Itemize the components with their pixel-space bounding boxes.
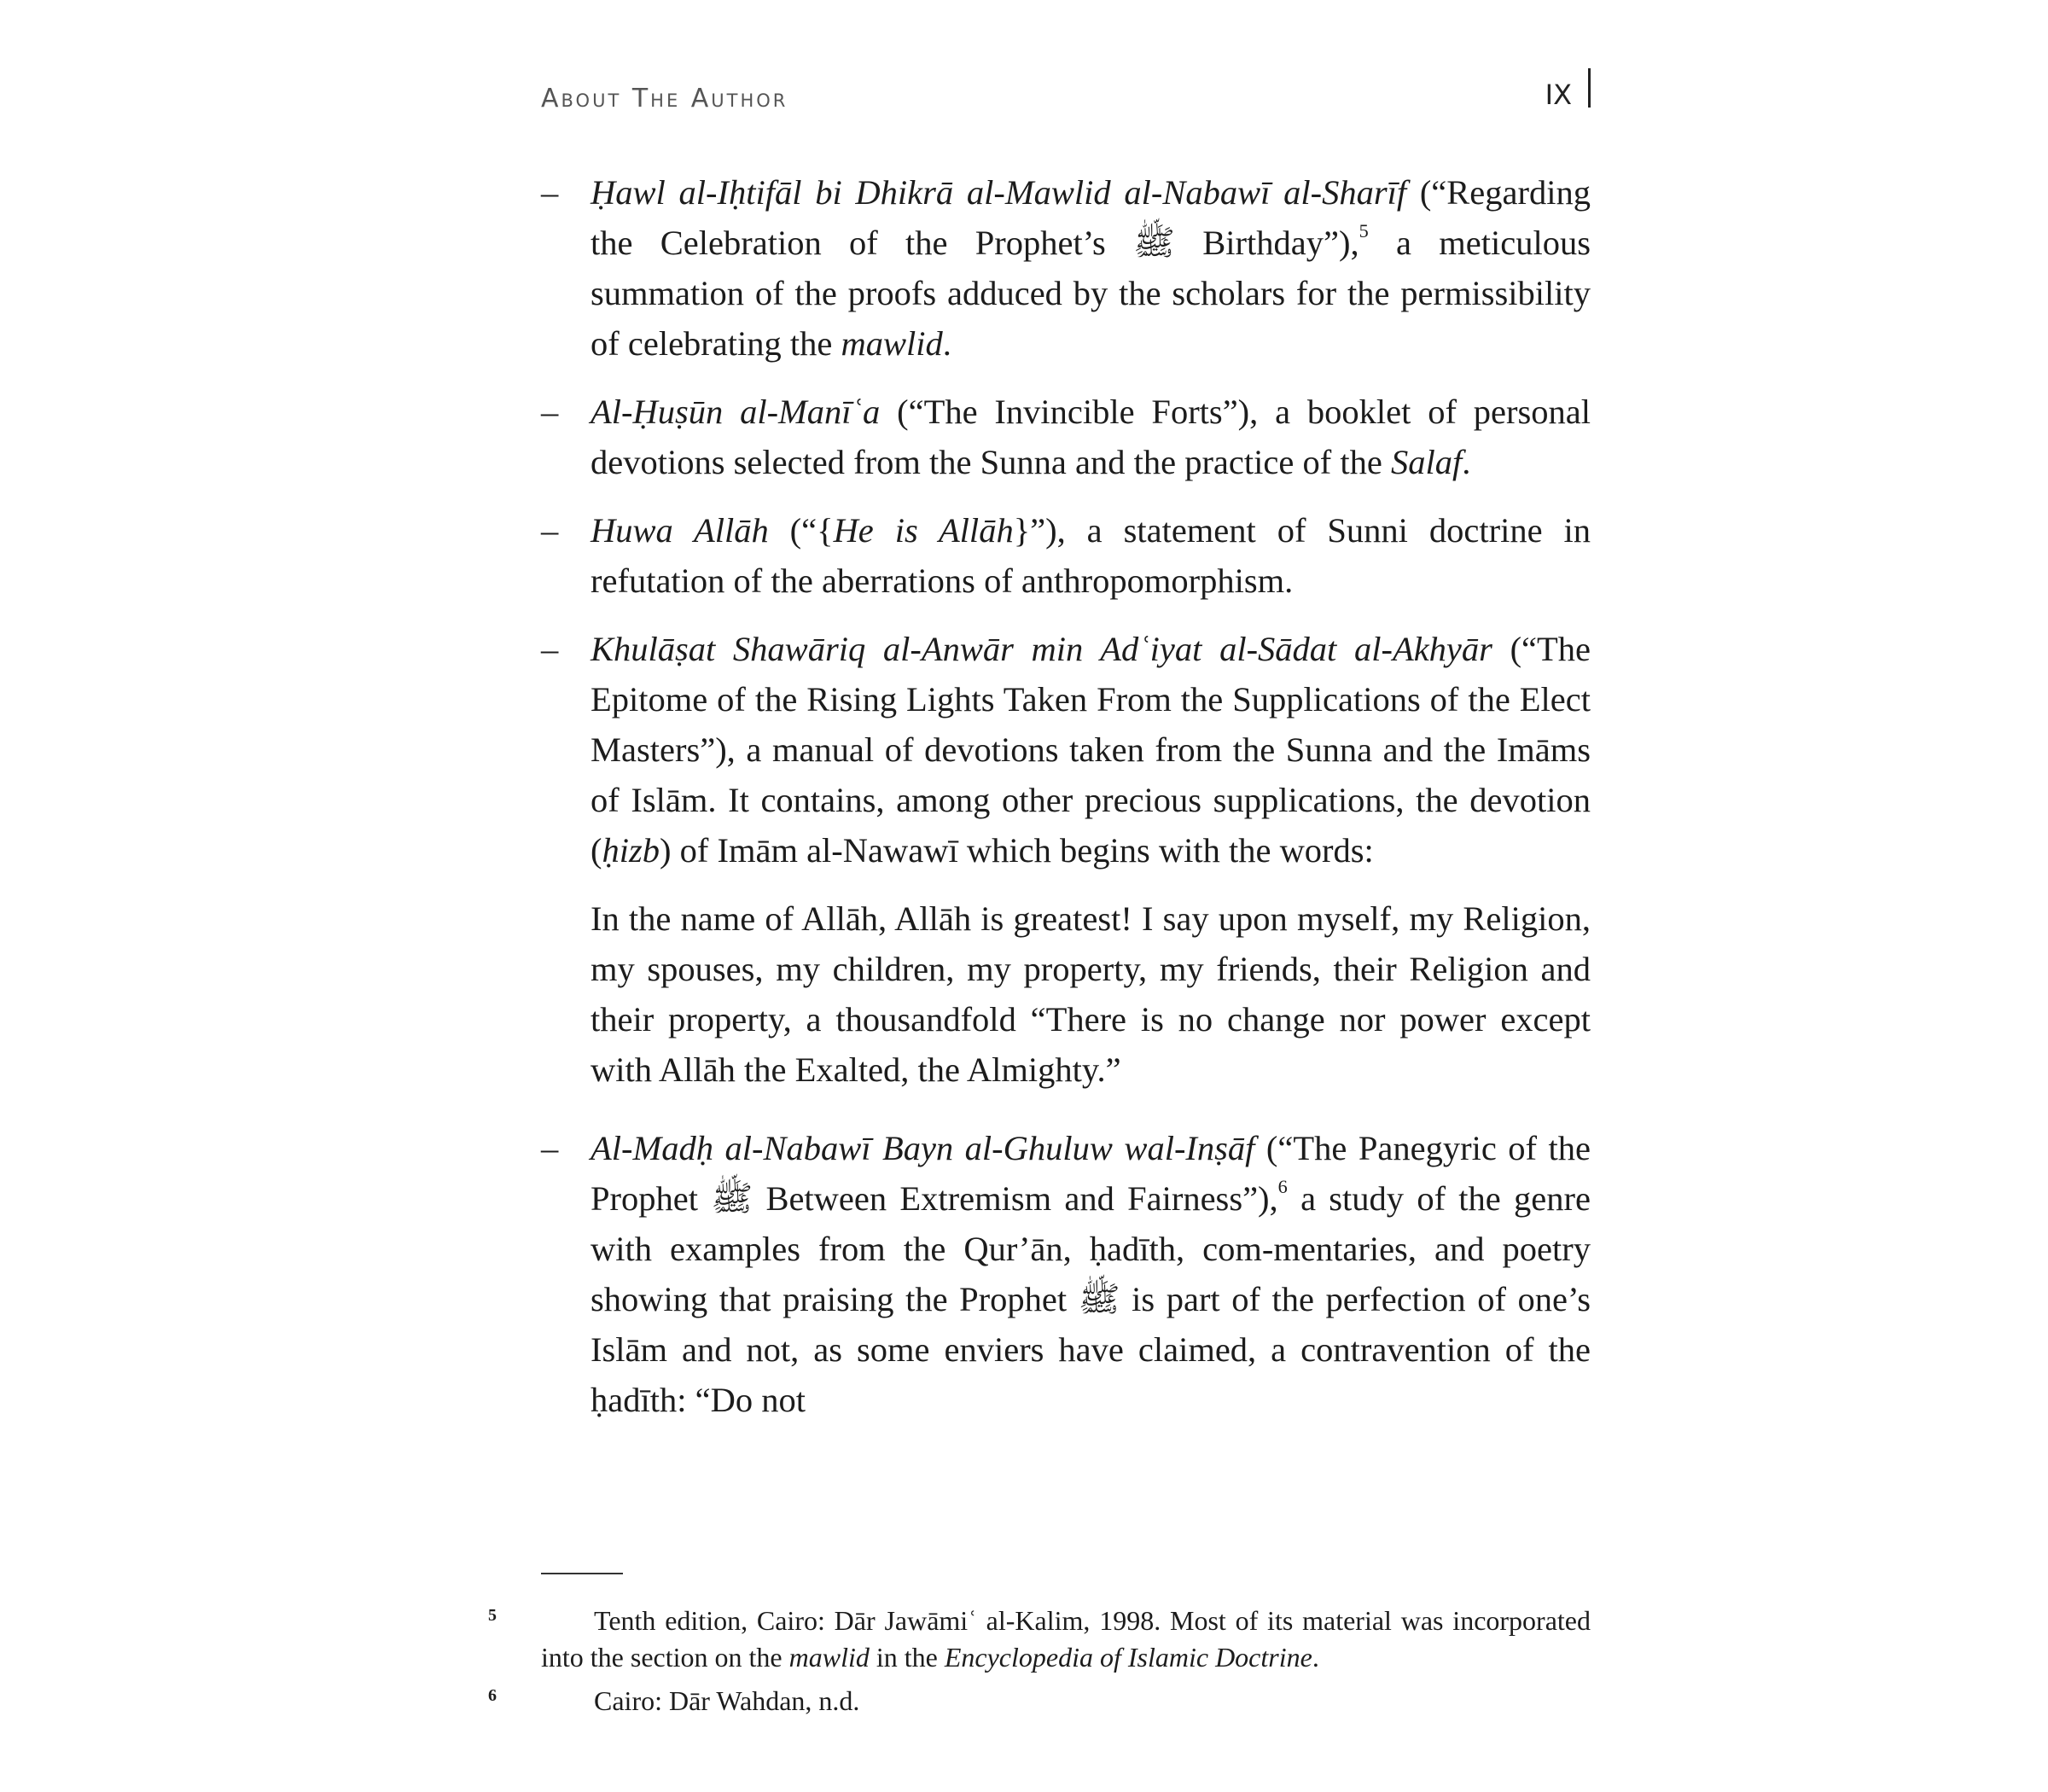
entry-paragraph: [591, 505, 1591, 606]
list-dash: –: [541, 393, 559, 431]
footnote-number: 5: [488, 1606, 497, 1625]
running-head: [541, 79, 1591, 130]
entry-paragraph: [591, 624, 1591, 876]
entry-paragraph: [591, 387, 1591, 487]
footnote-text: Cairo: Dār Wahdan, n.d.: [594, 1685, 860, 1716]
footnote: [488, 1683, 1591, 1719]
footnote: [488, 1603, 1591, 1676]
entry-paragraph: [591, 167, 1591, 369]
page-number-rule: [1588, 68, 1591, 108]
work-title: Ḥawl al-Iḥtifāl bi Dhikrā al-Mawlid al-Nabawī al-Sharīf: [591, 173, 1407, 212]
list-item: [541, 387, 1591, 487]
list-item: [541, 167, 1591, 369]
italic-term: Salaf: [1390, 443, 1463, 481]
entry-text: .: [1462, 443, 1471, 481]
cropped-bottom-line: [887, 1780, 1169, 1792]
body-text: [541, 167, 1591, 1443]
entry-text: a meticulous summation of the proofs adduced by the scholars for the permissibility of celebrating the: [591, 224, 1591, 363]
list-dash: –: [541, 1129, 559, 1167]
work-title: Huwa Allāh: [591, 511, 769, 550]
running-head-title: About The Author: [541, 84, 788, 113]
footnotes: [488, 1603, 1591, 1726]
work-title: Khulāṣat Shawāriq al-Anwār min Adʿiyat al-Sādat al-Akhyār: [591, 630, 1492, 668]
entry-text: (“{: [768, 511, 834, 550]
entry-paragraph: [591, 1123, 1591, 1425]
list-item: [541, 624, 1591, 1095]
entry-text: (“The Invincible Forts”), a booklet of personal devotions selected from the Sunna and the practice of the: [591, 393, 1591, 481]
work-title: Al-Ḥuṣūn al-Manīʿa: [591, 393, 881, 431]
footnote-ref[interactable]: 5: [1359, 219, 1369, 241]
footnote-number: 6: [488, 1686, 497, 1705]
entry-text: (“Regarding the Celebration of the Prophet’s ﷺ Birthday”),: [591, 173, 1591, 262]
italic-term: ḥizb: [602, 831, 660, 870]
work-title: Al-Madḥ al-Nabawī Bayn al-Ghuluw wal-Inṣāf: [591, 1129, 1255, 1167]
italic-term: He is Allāh: [833, 511, 1014, 550]
footnote-text: Tenth edition, Cairo: Dār Jawāmiʿ al-Kalim, 1998. Most of its material was incorporated into the section on the: [541, 1605, 1591, 1673]
footnote-separator: [541, 1573, 623, 1574]
entry-text: ) of Imām al-Nawawī which begins with the words:: [660, 831, 1374, 870]
list-item: [541, 1123, 1591, 1425]
block-quote: In the name of Allāh, Allāh is greatest! I say upon myself, my Religion, my spouses, my children, my property, my friends, their Religion and their property, a thousandfold “There is no change nor power except with Allāh the Exalted, the Almighty.”: [591, 899, 1591, 1089]
entry-text: (“The Panegyric of the Prophet ﷺ Between Extremism and Fairness”),: [591, 1129, 1591, 1218]
footnote-text: in the: [869, 1642, 945, 1673]
cited-work: Encyclopedia of Islamic Doctrine: [944, 1642, 1312, 1673]
footnote-ref[interactable]: 6: [1277, 1175, 1288, 1197]
list-item: [541, 505, 1591, 606]
entry-text: a study of the genre with examples from the Qur’ān, ḥadīth, com-mentaries, and poetry showing that praising the Prophet ﷺ is part of the perfection of one’s Islām and not, as some enviers have claimed, a contravention of the ḥadīth: “Do not: [591, 1179, 1591, 1419]
entry-text: (“The Epitome of the Rising Lights Taken From the Supplications of the Elect Masters”), a manual of devotions taken from the Sunna and the Imāms of Islām. It contains, among other precious supplications, the devotion (: [591, 630, 1591, 870]
entry-text: }”), a statement of Sunni doctrine in refutation of the aberrations of anthropomorphism.: [591, 511, 1591, 600]
list-dash: –: [541, 511, 559, 550]
list-dash: –: [541, 630, 559, 668]
italic-term: mawlid: [841, 324, 943, 363]
page-number: IX: [1545, 79, 1572, 111]
cropped-top-line: [887, 0, 1169, 2]
entry-text: .: [942, 324, 951, 363]
italic-term: mawlid: [788, 1642, 870, 1673]
footnote-text: .: [1312, 1642, 1319, 1673]
list-dash: –: [541, 173, 559, 212]
